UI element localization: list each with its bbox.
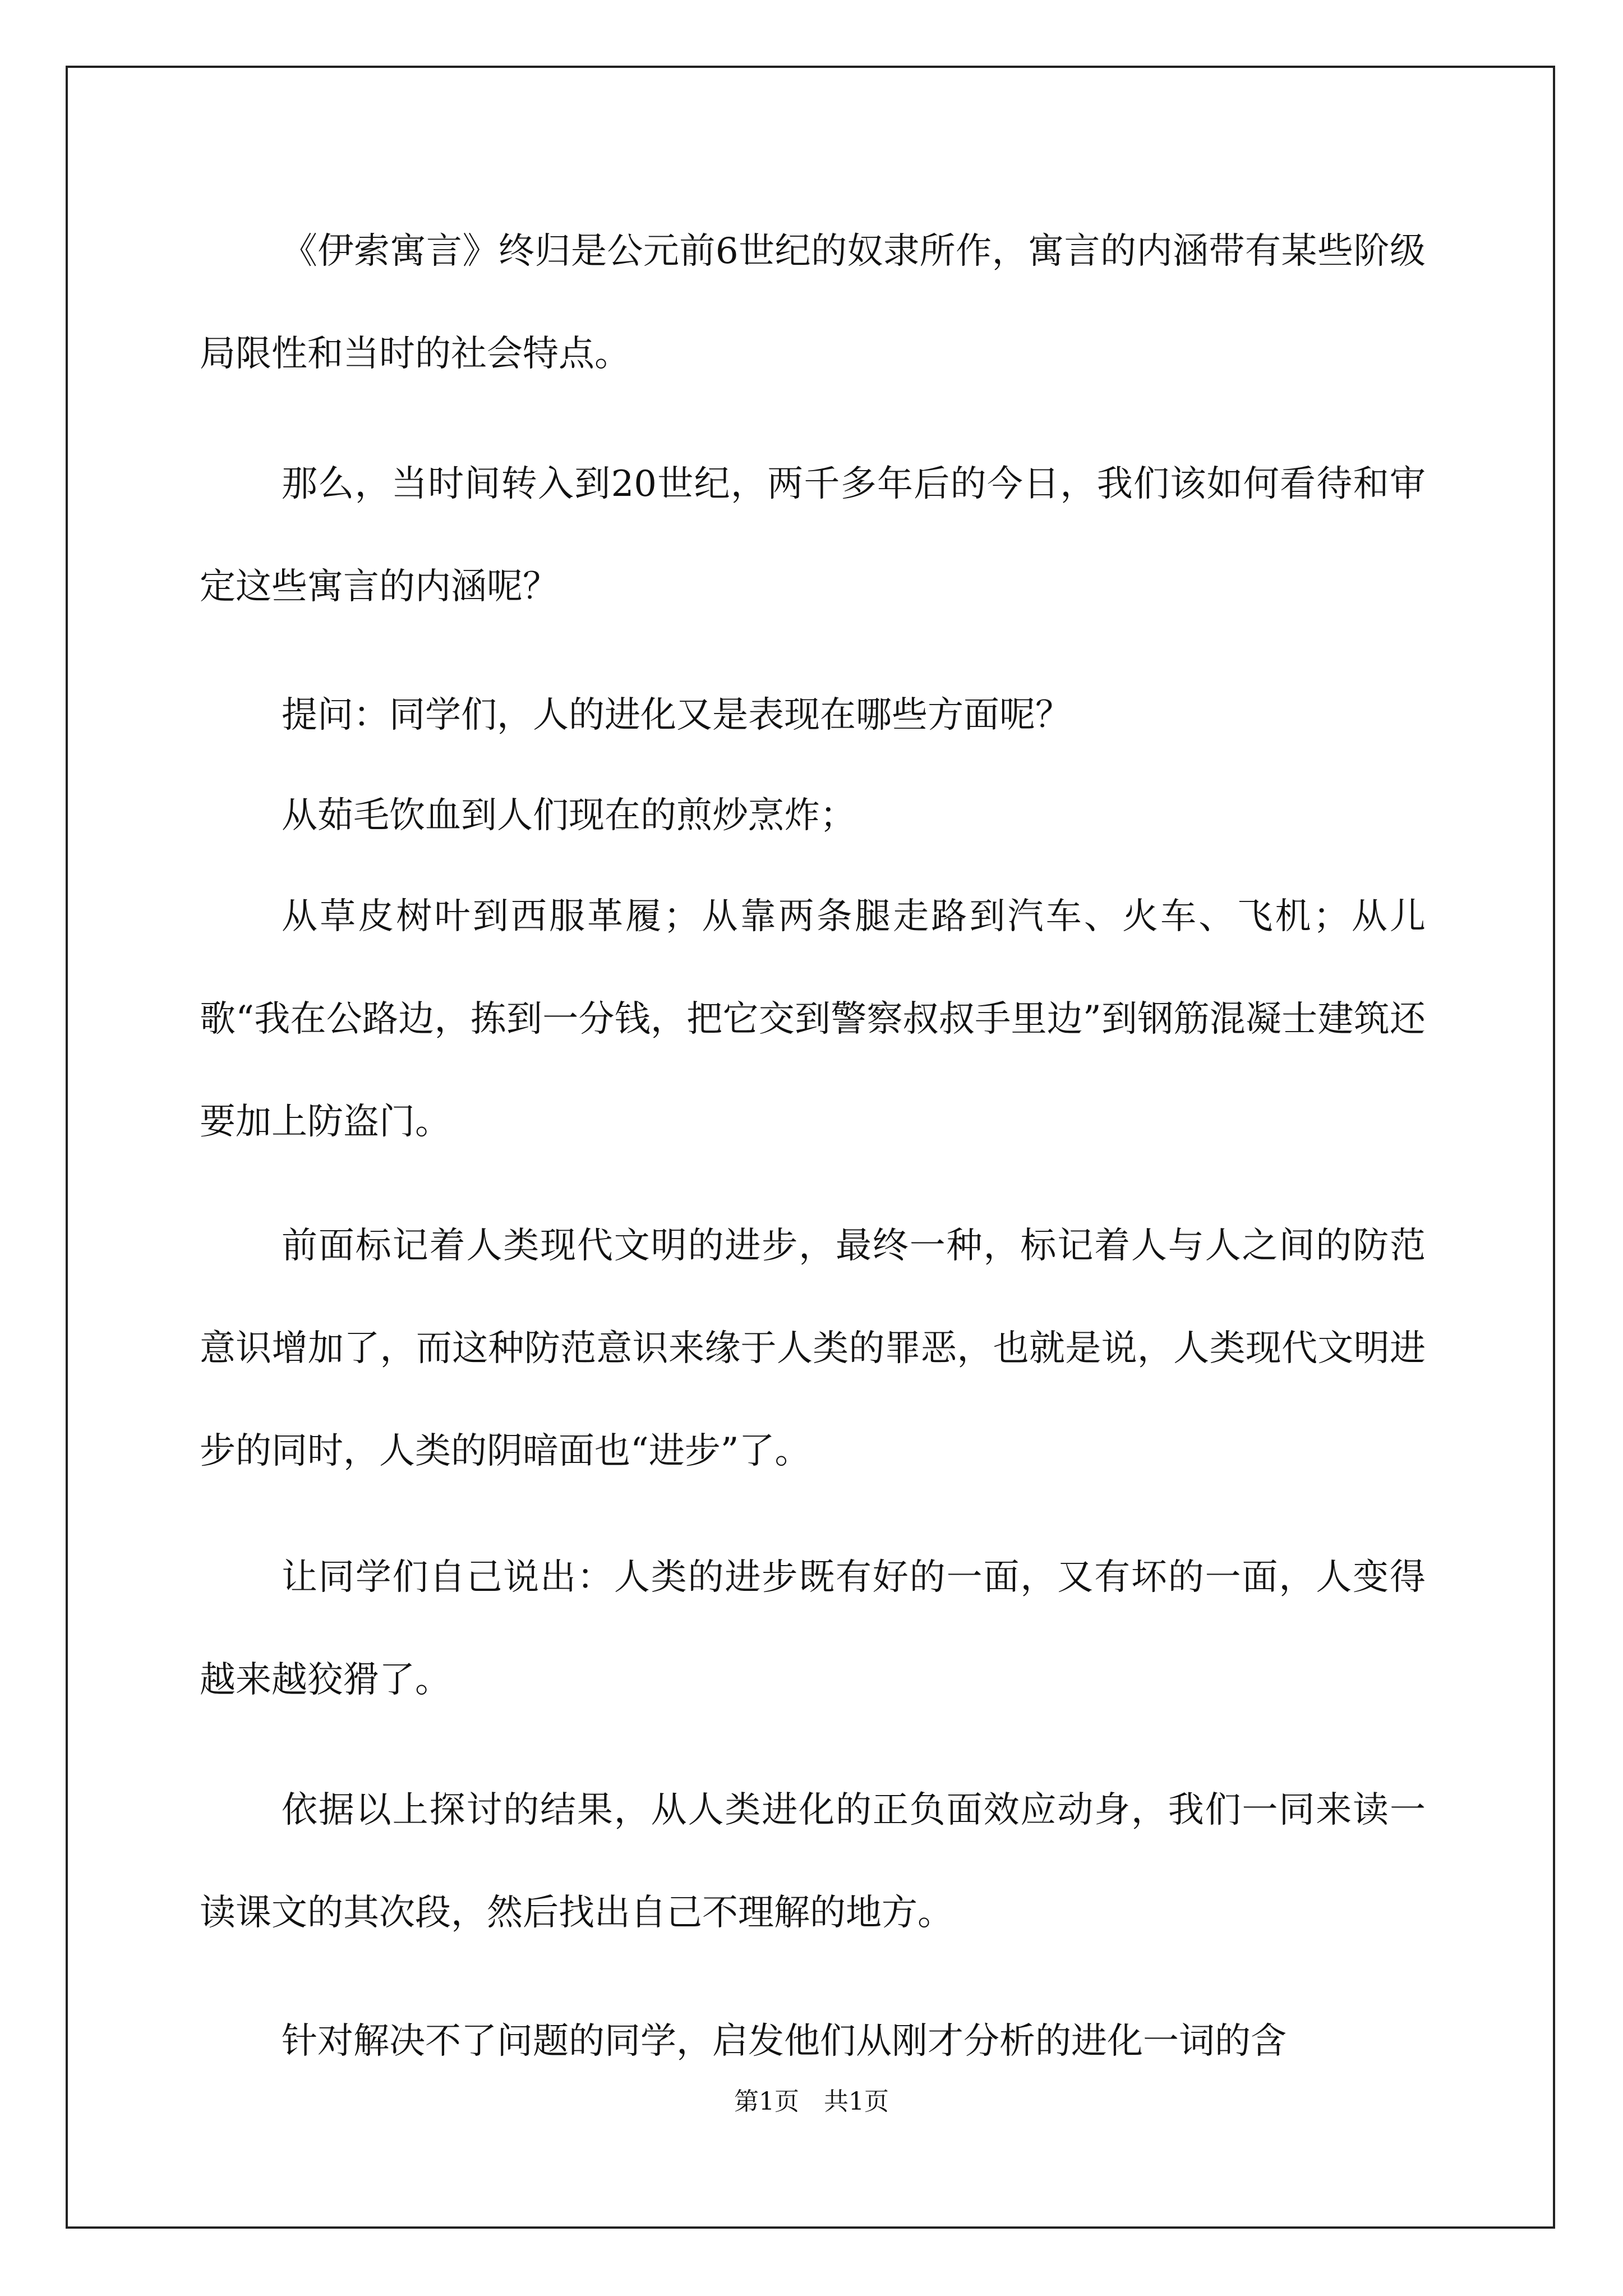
- paragraph-8: 依据以上探讨的结果，从人类进化的正负面效应动身，我们一同来读一读课文的其次段，然后找出自己不理解的地方。: [200, 1789, 1426, 1934]
- paragraph-4: 从茹毛饮血到人们现在的煎炒烹炸；: [282, 795, 856, 836]
- paragraph-5: 从草皮树叶到西服革履；从靠两条腿走路到汽车、火车、飞机；从儿歌“我在公路边，拣到一分钱，把它交到警察叔叔手里边”到钢筋混凝士建筑还要加上防盗门。: [200, 896, 1426, 1143]
- paragraph-9: 针对解决不了问题的同学，启发他们从刚才分析的进化一词的含: [282, 2021, 1287, 2062]
- paragraph-6: 前面标记着人类现代文明的进步，最终一种，标记着人与人之间的防范意识增加了，而这种防范意识来缘于人类的罪恶，也就是说，人类现代文明进步的同时，人类的阴暗面也“进步”了。: [200, 1225, 1426, 1472]
- page-footer: 第1页 共1页: [734, 2087, 889, 2116]
- paragraph-2: 那么，当时间转入到20世纪，两千多年后的今日，我们该如何看待和审定这些寓言的内涵呢？: [200, 463, 1426, 608]
- paragraph-1: 《伊索寓言》终归是公元前6世纪的奴隶所作，寓言的内涵带有某些阶级局限性和当时的社会特点。: [200, 231, 1426, 375]
- paragraph-3: 提问：同学们，人的进化又是表现在哪些方面呢？: [282, 694, 1071, 736]
- paragraph-7: 让同学们自己说出：人类的进步既有好的一面，又有坏的一面，人变得越来越狡猾了。: [200, 1557, 1426, 1701]
